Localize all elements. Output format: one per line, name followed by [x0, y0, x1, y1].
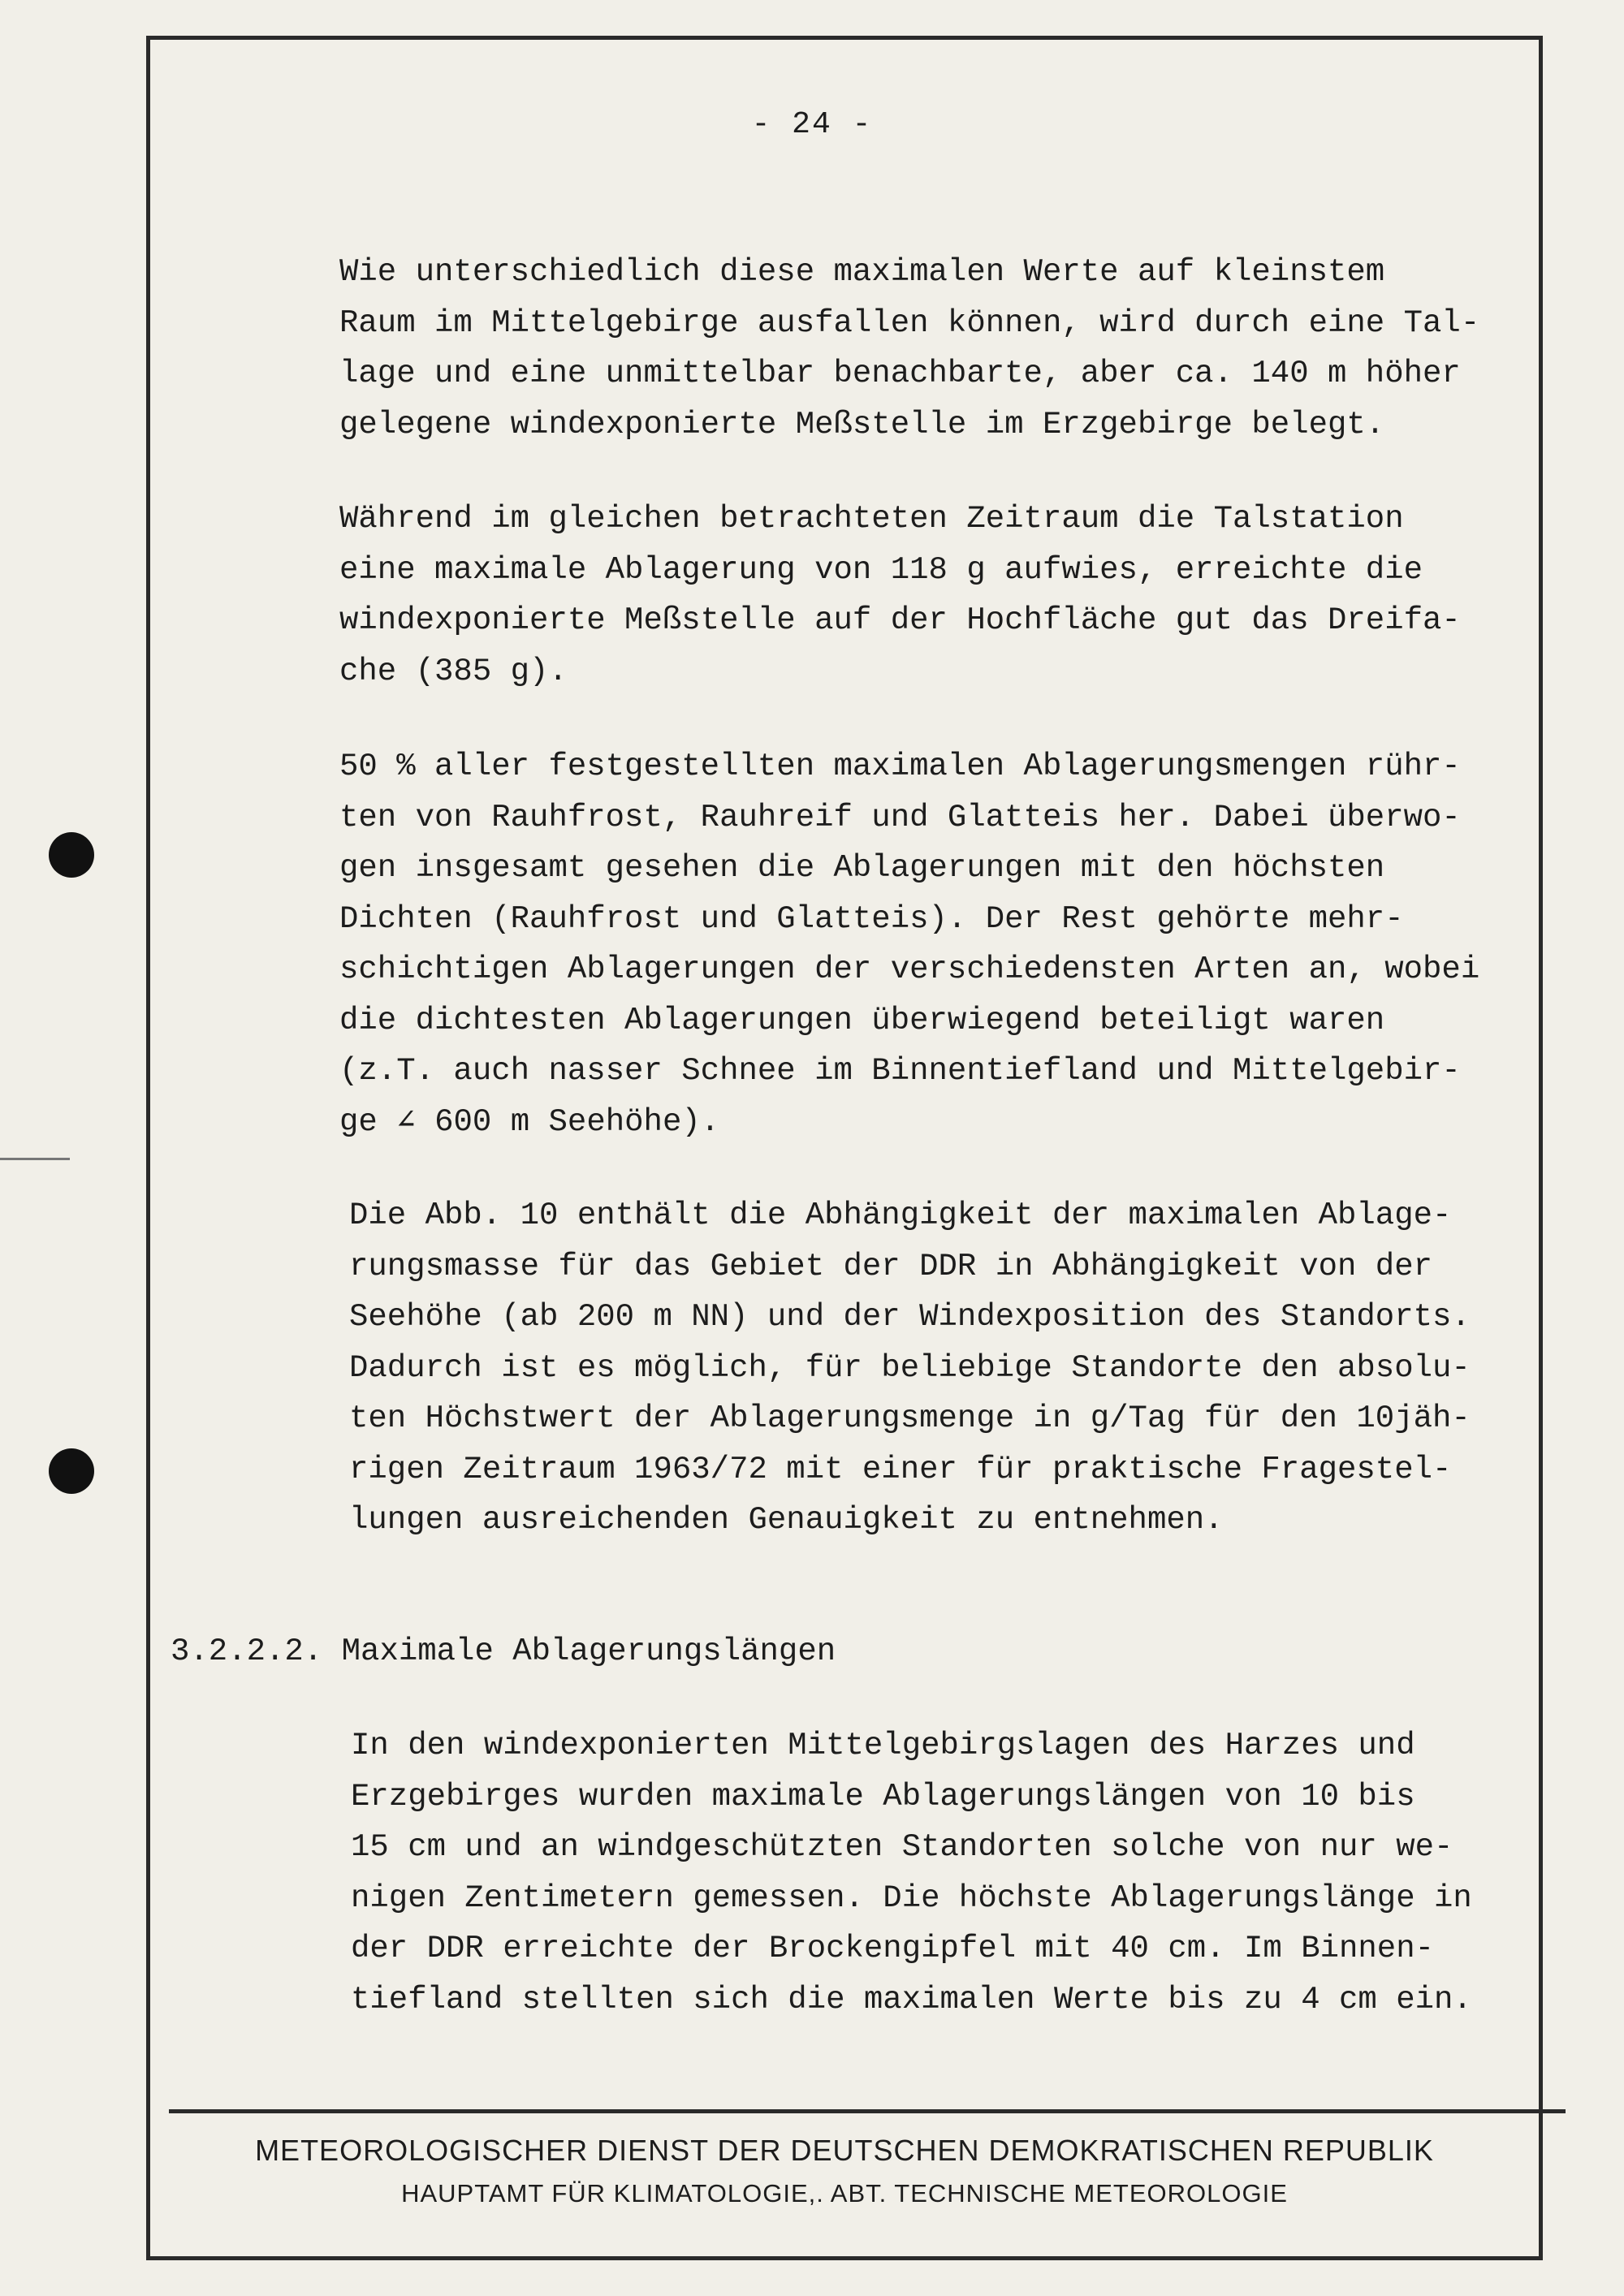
- text-line: Die Abb. 10 enthält die Abhängigkeit der maximalen Ablage-: [349, 1198, 1452, 1233]
- text-line: In den windexponierten Mittelgebirgslagen des Harzes und: [351, 1728, 1415, 1763]
- paragraph-3: [339, 741, 1541, 1147]
- text-line: ten von Rauhfrost, Rauhreif und Glatteis her. Dabei überwo-: [339, 799, 1461, 835]
- text-line: ge ∠ 600 m Seehöhe).: [339, 1103, 720, 1140]
- punch-hole: [49, 1448, 94, 1494]
- text-line: Raum im Mittelgebirge ausfallen können, wird durch eine Tal-: [339, 304, 1480, 341]
- text-line: Erzgebirges wurden maximale Ablagerungslängen von 10 bis: [351, 1778, 1415, 1815]
- text-line: Dichten (Rauhfrost und Glatteis). Der Rest gehörte mehr-: [339, 900, 1404, 937]
- text-line: gen insgesamt gesehen die Ablagerungen mit den höchsten: [339, 850, 1385, 886]
- paragraph-4: [349, 1190, 1551, 1546]
- text-line: nigen Zentimetern gemessen. Die höchste Ablagerungslänge in: [351, 1880, 1472, 1916]
- section-heading: 3.2.2.2. Maximale Ablagerungslängen: [171, 1634, 836, 1669]
- text-line: windexponierte Meßstelle auf der Hochfläche gut das Dreifa-: [339, 602, 1461, 638]
- text-line: 15 cm und an windgeschützten Standorten solche von nur we-: [351, 1829, 1453, 1865]
- text-line: die dichtesten Ablagerungen überwiegend beteiligt waren: [339, 1002, 1385, 1038]
- text-line: tiefland stellten sich die maximalen Werte bis zu 4 cm ein.: [351, 1981, 1472, 2018]
- paragraph-2: [339, 494, 1541, 697]
- text-line: che (385 g).: [339, 653, 568, 689]
- text-line: Wie unterschiedlich diese maximalen Werte auf kleinstem: [339, 254, 1385, 290]
- paragraph-1: [339, 247, 1541, 450]
- text-line: Während im gleichen betrachteten Zeitraum die Talstation: [339, 501, 1404, 537]
- text-line: der DDR erreichte der Brockengipfel mit 40 cm. Im Binnen-: [351, 1931, 1435, 1966]
- footer-rule: [169, 2109, 1566, 2113]
- text-line: rungsmasse für das Gebiet der DDR in Abhängigkeit von der: [349, 1248, 1433, 1284]
- footer-institution: METEOROLOGISCHER DIENST DER DEUTSCHEN DEMOKRATISCHEN REPUBLIK: [255, 2134, 1434, 2167]
- paragraph-5: [351, 1720, 1553, 2025]
- footer-department: HAUPTAMT FÜR KLIMATOLOGIE,. ABT. TECHNISCHE METEOROLOGIE: [401, 2179, 1288, 2208]
- text-line: rigen Zeitraum 1963/72 mit einer für praktische Fragestel-: [349, 1451, 1452, 1487]
- punch-hole: [49, 832, 94, 878]
- page-number: - 24 -: [751, 107, 873, 142]
- text-line: eine maximale Ablagerung von 118 g aufwies, erreichte die: [339, 551, 1423, 588]
- text-line: Dadurch ist es möglich, für beliebige Standorte den absolu-: [349, 1349, 1471, 1386]
- text-line: lungen ausreichenden Genauigkeit zu entnehmen.: [349, 1502, 1224, 1538]
- text-line: schichtigen Ablagerungen der verschiedensten Arten an, wobei: [339, 952, 1480, 987]
- text-line: ten Höchstwert der Ablagerungsmenge in g/Tag für den 10jäh-: [349, 1400, 1471, 1436]
- text-line: lage und eine unmittelbar benachbarte, aber ca. 140 m höher: [339, 356, 1461, 391]
- text-line: (z.T. auch nasser Schnee im Binnentiefland und Mittelgebir-: [339, 1053, 1461, 1089]
- margin-mark: [0, 1158, 70, 1160]
- text-line: gelegene windexponierte Meßstelle im Erzgebirge belegt.: [339, 406, 1385, 442]
- text-line: Seehöhe (ab 200 m NN) und der Windexposition des Standorts.: [349, 1299, 1471, 1335]
- text-line: 50 % aller festgestellten maximalen Ablagerungsmengen rühr-: [339, 749, 1461, 784]
